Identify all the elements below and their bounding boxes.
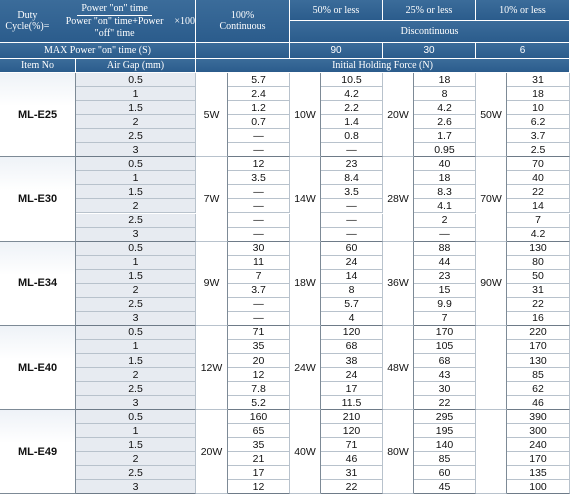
force-value-cell: — [321,214,383,228]
force-value-cell: 35 [228,340,290,354]
force-value-cell: 130 [507,354,570,368]
force-value-cell: — [321,143,383,157]
force-value-cell: 18 [414,73,476,87]
force-value-cell: 130 [507,242,570,256]
force-value-cell: 8 [321,284,383,298]
power-cell [476,326,507,410]
force-value-cell: 5.2 [228,396,290,410]
force-value-cell: 12 [228,480,290,494]
force-value-cell: 12 [228,368,290,382]
air-gap-cell: 1 [76,256,196,270]
force-value-cell: 170 [507,452,570,466]
force-value-cell: 8.4 [321,171,383,185]
air-gap-cell: 2.5 [76,214,196,228]
force-value-cell: 120 [321,326,383,340]
force-value-cell: — [228,129,290,143]
force-value-cell: — [228,298,290,312]
max-on-time-10: 6 [476,43,570,59]
air-gap-cell: 2 [76,452,196,466]
force-value-cell: 17 [321,382,383,396]
force-value-cell: 3.7 [228,284,290,298]
force-value-cell: 22 [507,185,570,199]
force-value-cell: 65 [228,424,290,438]
force-value-cell: 15 [414,284,476,298]
power-cell: 7W [196,157,228,241]
max-on-time-label: MAX Power "on" time (S) [0,43,196,59]
max-on-time-100 [196,43,290,59]
force-value-cell: 240 [507,438,570,452]
air-gap-cell: 2.5 [76,466,196,480]
force-value-cell: 40 [414,157,476,171]
air-gap-cell: 1 [76,87,196,101]
force-value-cell: 46 [321,452,383,466]
force-value-cell: 3.7 [507,129,570,143]
power-cell: 14W [290,157,321,241]
force-value-cell: 31 [507,284,570,298]
force-value-cell: 14 [321,270,383,284]
power-cell: 36W [383,242,414,326]
force-value-cell: 20 [228,354,290,368]
power-cell: 90W [476,242,507,326]
force-value-cell: 120 [321,424,383,438]
force-value-cell: 0.7 [228,115,290,129]
air-gap-cell: 3 [76,228,196,242]
force-value-cell: 7 [228,270,290,284]
power-cell: 5W [196,73,228,157]
force-value-cell: 7 [414,312,476,326]
force-value-cell: — [228,143,290,157]
air-gap-cell: 2.5 [76,298,196,312]
power-cell: 70W [476,157,507,241]
item-no-cell: ML-E40 [0,326,76,410]
force-value-cell: 80 [507,256,570,270]
force-value-cell: 4.2 [321,87,383,101]
air-gap-cell: 3 [76,312,196,326]
force-value-cell: — [228,199,290,213]
force-value-cell: 7 [507,214,570,228]
duty-multiplier: ×100 [174,15,195,27]
power-cell: 20W [383,73,414,157]
air-gap-cell: 3 [76,396,196,410]
force-value-cell: 170 [507,340,570,354]
force-value-cell: 44 [414,256,476,270]
power-cell: 50W [476,73,507,157]
force-value-cell: — [228,228,290,242]
force-value-cell: 4.2 [507,228,570,242]
air-gap-cell: 0.5 [76,73,196,87]
force-value-cell: 4 [321,312,383,326]
force-value-cell: — [321,228,383,242]
air-gap-cell: 2.5 [76,382,196,396]
power-cell: 80W [383,410,414,494]
air-gap-cell: 2 [76,368,196,382]
force-value-cell: 4.1 [414,199,476,213]
holding-force-header: Initial Holding Force (N) [196,59,570,73]
power-cell: 10W [290,73,321,157]
force-value-cell: 0.8 [321,129,383,143]
force-value-cell: 22 [321,480,383,494]
force-value-cell: 220 [507,326,570,340]
force-value-cell: 11.5 [321,396,383,410]
force-value-cell: — [228,214,290,228]
force-value-cell: 2.4 [228,87,290,101]
air-gap-cell: 3 [76,480,196,494]
power-cell: 28W [383,157,414,241]
air-gap-cell: 1 [76,424,196,438]
force-value-cell: — [228,185,290,199]
power-cell [476,410,507,494]
col-50-percent: 50% or less [290,0,383,21]
force-value-cell: 88 [414,242,476,256]
force-value-cell: 40 [507,171,570,185]
force-value-cell: 295 [414,410,476,424]
force-value-cell: 43 [414,368,476,382]
force-value-cell: 45 [414,480,476,494]
air-gap-cell: 1.5 [76,438,196,452]
force-value-cell: 85 [414,452,476,466]
force-value-cell: 1.2 [228,101,290,115]
force-value-cell: 16 [507,312,570,326]
air-gap-cell: 0.5 [76,242,196,256]
force-value-cell: 85 [507,368,570,382]
air-gap-cell: 1.5 [76,354,196,368]
force-value-cell: 2.2 [321,101,383,115]
force-value-cell: 18 [507,87,570,101]
air-gap-cell: 1 [76,171,196,185]
force-value-cell: 3.5 [321,185,383,199]
force-value-cell: 8 [414,87,476,101]
power-cell: 24W [290,326,321,410]
force-value-cell: 105 [414,340,476,354]
force-value-cell: 0.95 [414,143,476,157]
force-value-cell: 22 [414,396,476,410]
duty-numerator: Power "on" time [77,3,152,16]
force-value-cell: 9.9 [414,298,476,312]
force-value-cell: — [414,228,476,242]
item-no-cell: ML-E49 [0,410,76,494]
force-value-cell: 2.6 [414,115,476,129]
air-gap-cell: 0.5 [76,326,196,340]
col-100-continuous: 100% Continuous [196,0,290,43]
force-value-cell: 4.2 [414,101,476,115]
col-10-percent: 10% or less [476,0,570,21]
force-value-cell: 30 [414,382,476,396]
force-value-cell: 35 [228,438,290,452]
force-value-cell: 135 [507,466,570,480]
force-value-cell: 7.8 [228,382,290,396]
force-value-cell: 1.4 [321,115,383,129]
max-on-time-50: 90 [290,43,383,59]
force-value-cell: 71 [228,326,290,340]
force-value-cell: 71 [321,438,383,452]
force-value-cell: 160 [228,410,290,424]
force-value-cell: 170 [414,326,476,340]
force-value-cell: 390 [507,410,570,424]
force-value-cell: 6.2 [507,115,570,129]
max-on-time-25: 30 [383,43,476,59]
power-cell: 12W [196,326,228,410]
force-value-cell: 21 [228,452,290,466]
force-value-cell: 23 [321,157,383,171]
power-cell: 20W [196,410,228,494]
power-cell: 18W [290,242,321,326]
force-value-cell: 140 [414,438,476,452]
force-value-cell: 60 [414,466,476,480]
force-value-cell: 5.7 [321,298,383,312]
force-value-cell: 195 [414,424,476,438]
power-cell: 48W [383,326,414,410]
discontinuous-label: Discontinuous [290,21,570,43]
air-gap-cell: 1.5 [76,101,196,115]
force-value-cell: — [228,312,290,326]
air-gap-cell: 0.5 [76,157,196,171]
power-cell: 9W [196,242,228,326]
force-value-cell: — [321,199,383,213]
force-value-cell: 100 [507,480,570,494]
air-gap-cell: 2 [76,115,196,129]
force-value-cell: 8.3 [414,185,476,199]
duty-label: Duty Cycle(%)= [5,10,50,32]
power-cell: 40W [290,410,321,494]
force-value-cell: 5.7 [228,73,290,87]
force-value-cell: 70 [507,157,570,171]
air-gap-header: Air Gap (mm) [76,59,196,73]
item-no-cell: ML-E34 [0,242,76,326]
force-value-cell: 10.5 [321,73,383,87]
air-gap-cell: 1.5 [76,185,196,199]
force-value-cell: 1.7 [414,129,476,143]
air-gap-cell: 1.5 [76,270,196,284]
item-no-header: Item No [0,59,76,73]
force-value-cell: 3.5 [228,171,290,185]
force-value-cell: 23 [414,270,476,284]
force-value-cell: 11 [228,256,290,270]
item-no-cell: ML-E30 [0,157,76,241]
force-value-cell: 68 [414,354,476,368]
air-gap-cell: 1 [76,340,196,354]
force-value-cell: 60 [321,242,383,256]
force-value-cell: 24 [321,368,383,382]
air-gap-cell: 3 [76,143,196,157]
air-gap-cell: 2 [76,199,196,213]
force-value-cell: 31 [321,466,383,480]
force-value-cell: 12 [228,157,290,171]
air-gap-cell: 2 [76,284,196,298]
force-value-cell: 14 [507,199,570,213]
force-value-cell: 50 [507,270,570,284]
force-value-cell: 68 [321,340,383,354]
force-value-cell: 2.5 [507,143,570,157]
duty-denominator: Power "on" time+Power "off" time [65,15,164,39]
force-value-cell: 22 [507,298,570,312]
force-value-cell: 24 [321,256,383,270]
force-value-cell: 2 [414,214,476,228]
air-gap-cell: 0.5 [76,410,196,424]
force-value-cell: 210 [321,410,383,424]
force-value-cell: 18 [414,171,476,185]
force-value-cell: 17 [228,466,290,480]
duty-cycle-formula [0,0,196,43]
force-value-cell: 62 [507,382,570,396]
air-gap-cell: 2.5 [76,129,196,143]
item-no-cell: ML-E25 [0,73,76,157]
force-value-cell: 46 [507,396,570,410]
force-value-cell: 300 [507,424,570,438]
force-value-cell: 30 [228,242,290,256]
force-value-cell: 31 [507,73,570,87]
force-value-cell: 38 [321,354,383,368]
col-25-percent: 25% or less [383,0,476,21]
force-value-cell: 10 [507,101,570,115]
